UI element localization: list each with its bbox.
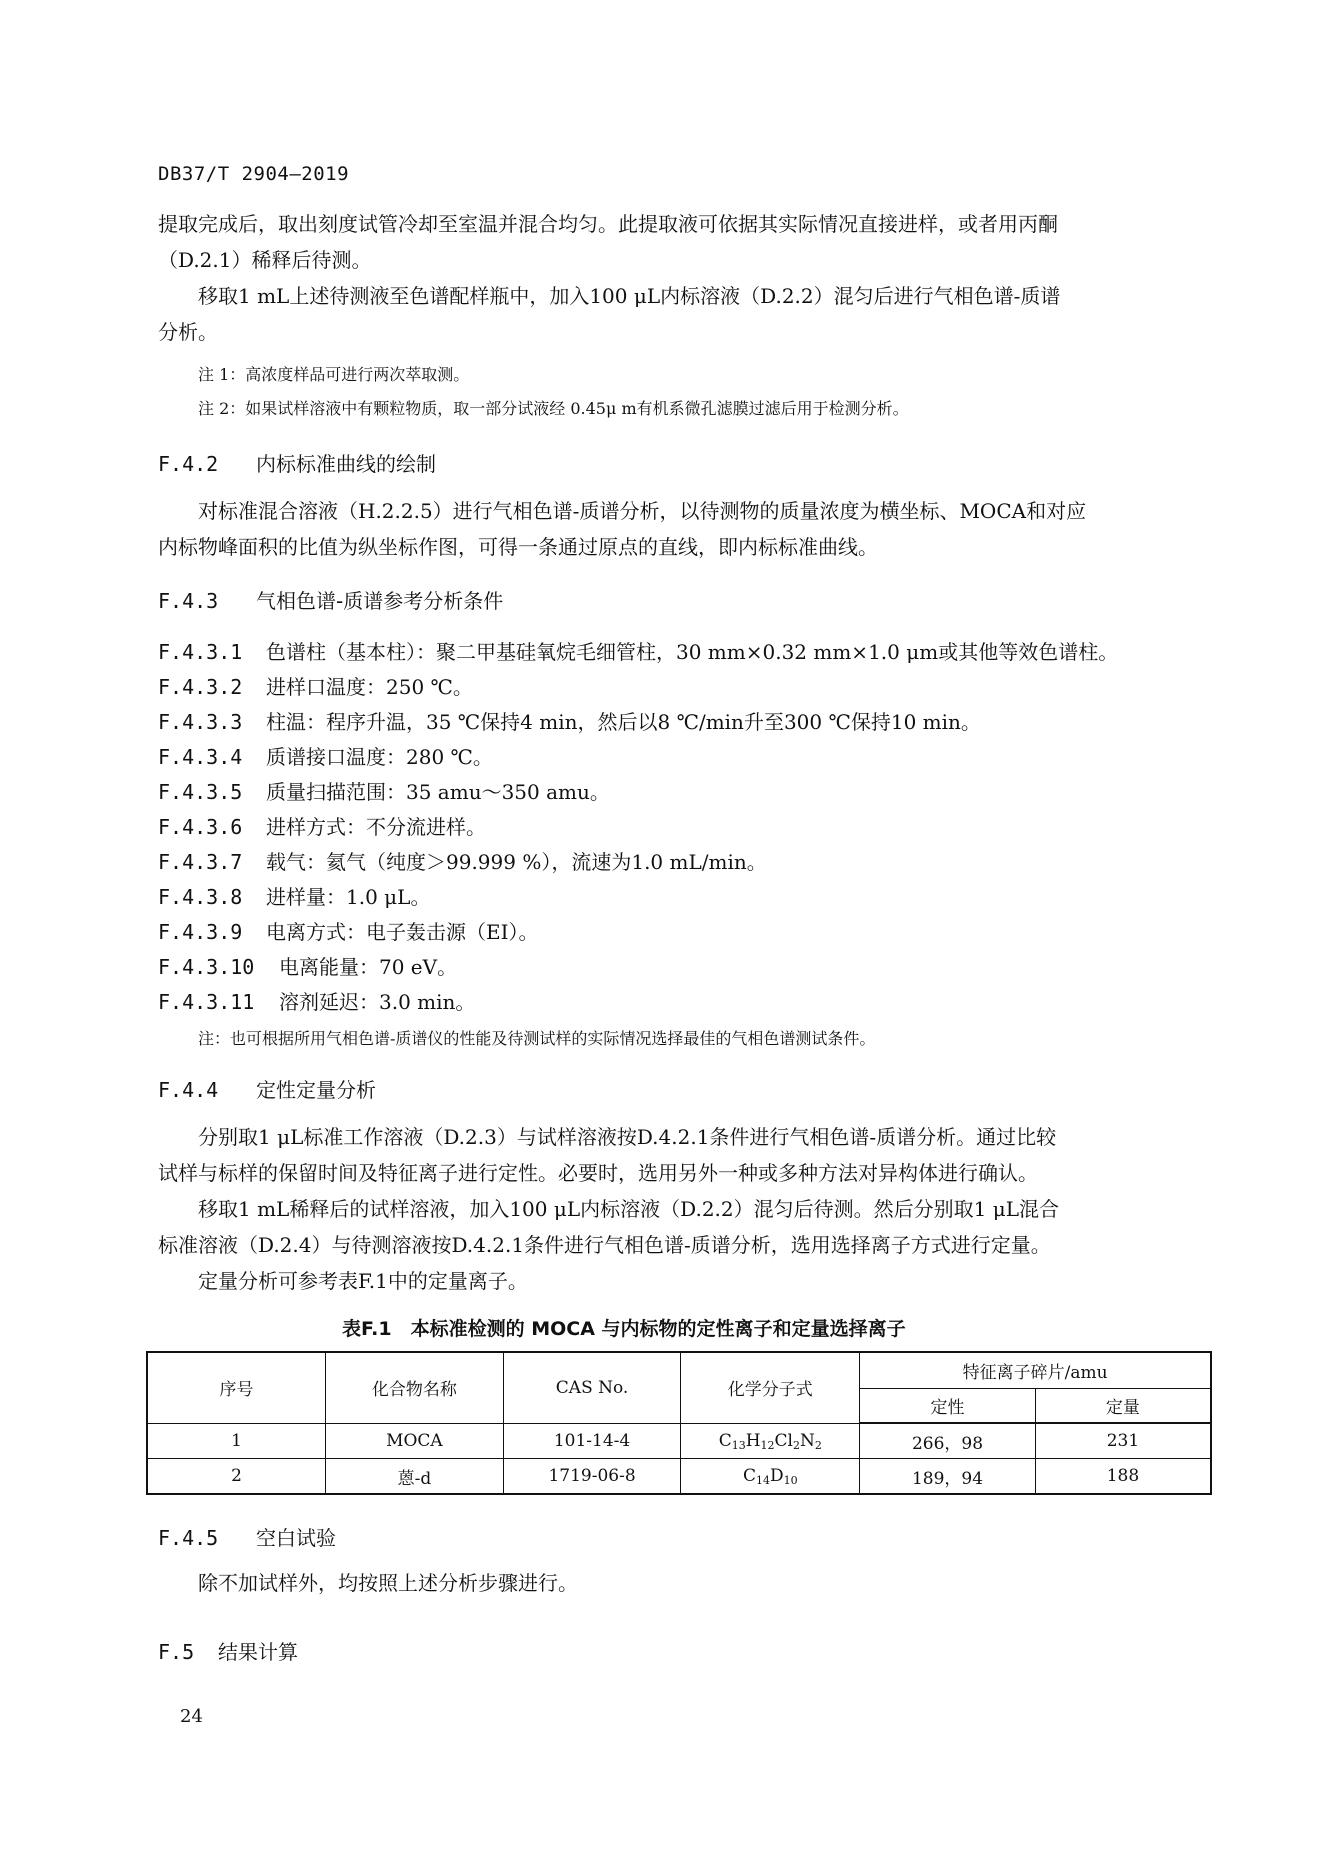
condition-number: F.4.3.8 [158,885,243,909]
section-title: 气相色谱-质谱参考分析条件 [256,589,504,613]
section-number: F.5 [158,1640,195,1664]
condition-item [158,951,457,980]
condition-text: 电离方式：电子轰击源（EI）。 [266,920,539,944]
condition-number: F.4.3.9 [158,920,243,944]
cell-qualitative: 266，98 [860,1423,1036,1459]
section-heading-f445 [158,1522,336,1551]
table-row [147,1459,1211,1495]
section-number: F.4.5 [158,1526,219,1550]
cell-name: 蒽-d [326,1459,504,1495]
note-3: 注：也可根据所用气相色谱-质谱仪的性能及待测试样的实际情况选择最佳的气相色谱测试条件。 [198,1029,876,1048]
section-heading-f444 [158,1074,376,1103]
condition-number: F.4.3.5 [158,780,243,804]
condition-text: 柱温：程序升温，35 ℃保持4 min，然后以8 ℃/min升至300 ℃保持10 min。 [266,710,981,734]
condition-item [158,811,486,840]
cell-quantitative: 188 [1035,1459,1211,1495]
section-title: 定性定量分析 [256,1078,376,1102]
condition-number: F.4.3.7 [158,850,243,874]
condition-item [158,636,1118,665]
table-caption: 表F.1 本标准检测的 MOCA 与内标物的定性离子和定量选择离子 [342,1318,906,1340]
note-1: 注 1：高浓度样品可进行两次萃取测。 [198,365,470,384]
cell-formula: $C_{13}H_{12}Cl_2N_2$ [681,1423,860,1459]
section-heading-f443 [158,585,503,614]
condition-text: 色谱柱（基本柱）：聚二甲基硅氧烷毛细管柱，30 mm×0.32 mm×1.0 μm或其他等效色谱柱。 [266,640,1119,664]
section-heading-f442 [158,448,436,477]
para1-line1: 提取完成后，取出刻度试管冷却至室温并混合均匀。此提取液可依据其实际情况直接进样，或者用丙酮 [158,212,1058,236]
para1-line2: （D.2.1）稀释后待测。 [158,248,372,272]
header-quantitative: 定量 [1035,1389,1211,1424]
condition-number: F.4.3.2 [158,675,243,699]
cell-seq: 2 [147,1459,326,1495]
header-cas: CAS No. [503,1352,681,1423]
f445-text: 除不加试样外，均按照上述分析步骤进行。 [198,1571,578,1595]
condition-text: 质谱接口温度：280 ℃。 [266,745,493,769]
f444-p1-line2: 试样与标样的保留时间及特征离子进行定性。必要时，选用另外一种或多种方法对异构体进行确认。 [158,1161,1038,1185]
table-row [147,1423,1211,1459]
cell-name: MOCA [326,1423,504,1459]
condition-number: F.4.3.10 [158,955,255,979]
condition-text: 载气：氦气（纯度＞99.999 %），流速为1.0 mL/min。 [266,850,767,874]
condition-number: F.4.3.4 [158,745,243,769]
condition-item [158,881,430,910]
header-name: 化合物名称 [326,1352,504,1423]
condition-item [158,706,981,735]
condition-number: F.4.3.11 [158,990,255,1014]
condition-item [158,916,539,945]
condition-text: 电离能量：70 eV。 [279,955,458,979]
standard-number: DB37/T 2904—2019 [158,163,350,185]
condition-text: 进样量：1.0 μL。 [266,885,431,909]
para2-line2: 分析。 [158,320,218,344]
note-2: 注 2：如果试样溶液中有颗粒物质，取一部分试液经 0.45μ m有机系微孔滤膜过滤后用于检测分析。 [198,399,909,418]
condition-text: 进样方式：不分流进样。 [266,815,486,839]
header-qualitative: 定性 [860,1389,1036,1424]
header-fragments: 特征离子碎片/amu [860,1352,1211,1389]
condition-text: 质量扫描范围：35 amu～350 amu。 [266,780,610,804]
section-title: 结果计算 [218,1640,298,1664]
page-number: 24 [180,1706,203,1727]
cell-quantitative: 231 [1035,1423,1211,1459]
section-number: F.4.3 [158,589,219,613]
condition-item [158,846,767,875]
condition-item [158,986,475,1015]
f444-p2-line2: 标准溶液（D.2.4）与待测溶液按D.4.2.1条件进行气相色谱-质谱分析，选用选择离子方式进行定量。 [158,1233,1051,1257]
condition-number: F.4.3.1 [158,640,243,664]
f442-line2: 内标物峰面积的比值为纵坐标作图，可得一条通过原点的直线，即内标标准曲线。 [158,535,878,559]
para2-line1: 移取1 mL上述待测液至色谱配样瓶中，加入100 μL内标溶液（D.2.2）混匀后进行气相色谱-质谱 [198,284,1061,308]
section-heading-f45 [158,1636,298,1665]
f444-p3: 定量分析可参考表F.1中的定量离子。 [198,1269,528,1293]
cell-seq: 1 [147,1423,326,1459]
section-number: F.4.4 [158,1078,219,1102]
f444-p1-line1: 分别取1 μL标准工作溶液（D.2.3）与试样溶液按D.4.2.1条件进行气相色谱-质谱分析。通过比较 [198,1125,1057,1149]
cell-qualitative: 189，94 [860,1459,1036,1495]
condition-number: F.4.3.3 [158,710,243,734]
condition-item [158,776,610,805]
f442-line1: 对标准混合溶液（H.2.2.5）进行气相色谱-质谱分析，以待测物的质量浓度为横坐标、MOCA和对应 [198,499,1087,523]
section-title: 空白试验 [256,1526,336,1550]
f444-p2-line1: 移取1 mL稀释后的试样溶液，加入100 μL内标溶液（D.2.2）混匀后待测。然后分别取1 μL混合 [198,1197,1059,1221]
condition-item [158,671,473,700]
ion-table [146,1351,1212,1495]
cell-cas: 101-14-4 [503,1423,681,1459]
cell-formula: $C_{14}D_{10}$ [681,1459,860,1495]
section-title: 内标标准曲线的绘制 [256,452,436,476]
header-formula: 化学分子式 [681,1352,860,1423]
condition-number: F.4.3.6 [158,815,243,839]
section-number: F.4.2 [158,452,219,476]
header-seq: 序号 [147,1352,326,1423]
condition-text: 溶剂延迟：3.0 min。 [279,990,476,1014]
condition-item [158,741,493,770]
cell-cas: 1719-06-8 [503,1459,681,1495]
condition-text: 进样口温度：250 ℃。 [266,675,473,699]
